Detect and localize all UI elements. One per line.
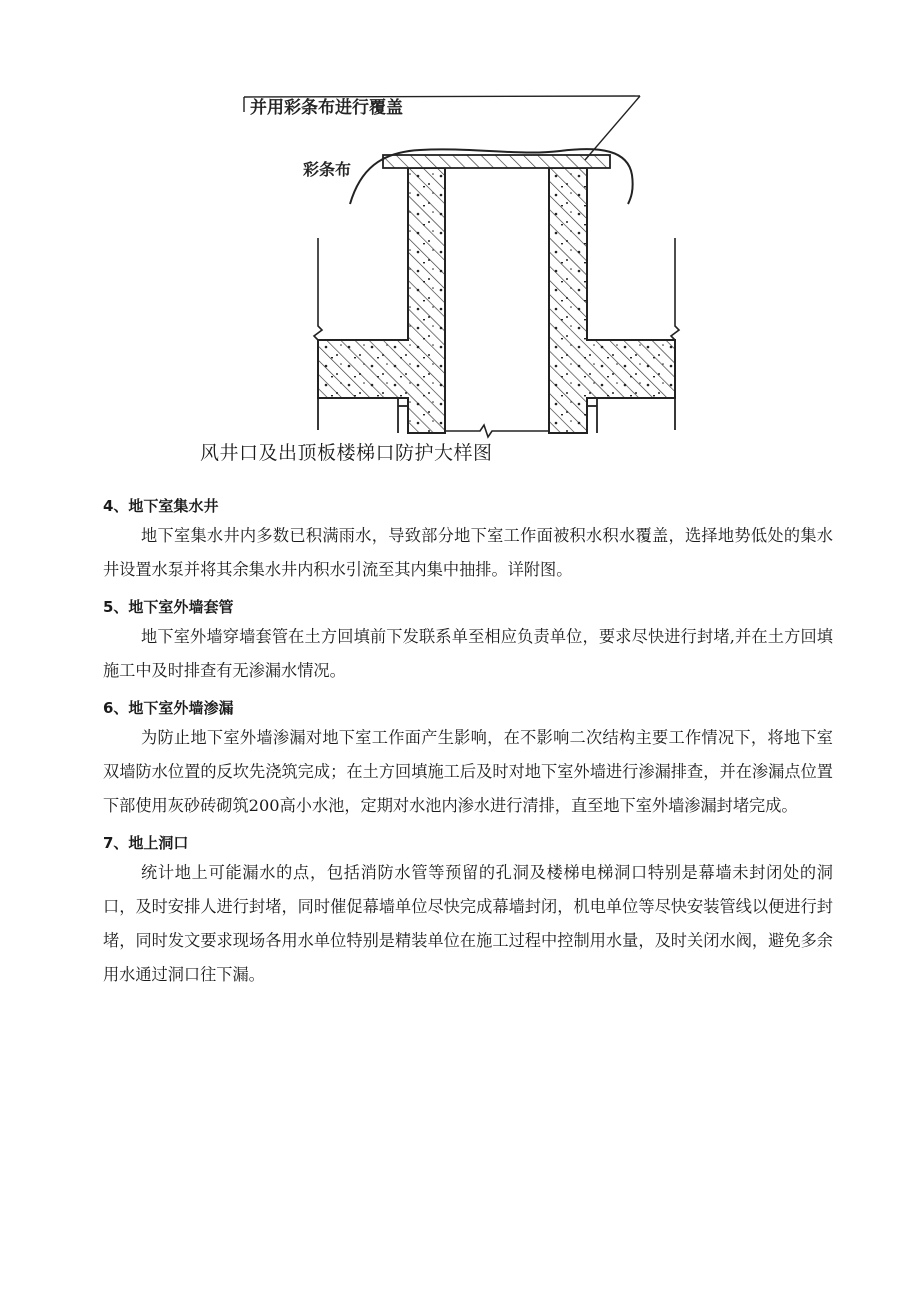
section-paragraph-sleeve: 地下室外墙穿墙套管在土方回填前下发联系单至相应负责单位，要求尽快进行封堵,并在土方回填施工中及时排查有无渗漏水情况。	[103, 627, 833, 680]
label-cover: 并用彩条布进行覆盖	[250, 98, 403, 118]
section-heading-leakage: 6、地下室外墙渗漏	[103, 699, 234, 717]
section-paragraph-sump: 地下室集水井内多数已积满雨水，导致部分地下室工作面被积水积水覆盖，选择地势低处的集水井设置水泵并将其余集水井内积水引流至其内集中抽排。详附图。	[103, 526, 833, 579]
figure-caption: 风井口及出顶板楼梯口防护大样图	[200, 442, 493, 464]
left-concrete-structure	[318, 168, 445, 433]
label-cloth: 彩条布	[303, 160, 352, 179]
section-heading-sleeve: 5、地下室外墙套管	[103, 598, 234, 616]
section-paragraph-openings: 统计地上可能漏水的点，包括消防水管等预留的孔洞及楼梯电梯洞口特别是幕墙未封闭处的洞口，及时安排人进行封堵，同时催促幕墙单位尽快完成幕墙封闭，机电单位等尽快安装管线以便进行封堵，同时发文要求现场各用水单位特别是精装单位在施工过程中控制用水量，及时关闭水阀，避免多余用水通过洞口往下漏。	[103, 863, 833, 984]
break-lines	[314, 238, 679, 437]
right-concrete-structure	[549, 168, 675, 433]
section-heading-openings: 7、地上洞口	[103, 834, 189, 852]
cover-board	[383, 155, 610, 168]
lower-wall-lines	[318, 398, 675, 433]
section-paragraph-leakage: 为防止地下室外墙渗漏对地下室工作面产生影响，在不影响二次结构主要工作情况下，将地下室双墙防水位置的反坎先浇筑完成；在土方回填施工后及时对地下室外墙进行渗漏排查，并在渗漏点位置下部使用灰砂砖砌筑200高小水池，定期对水池内渗水进行清排，直至地下室外墙渗漏封堵完成。	[103, 728, 833, 815]
protection-detail-figure	[0, 0, 920, 440]
document-body	[103, 494, 833, 1000]
section-heading-sump: 4、地下室集水井	[103, 497, 219, 515]
